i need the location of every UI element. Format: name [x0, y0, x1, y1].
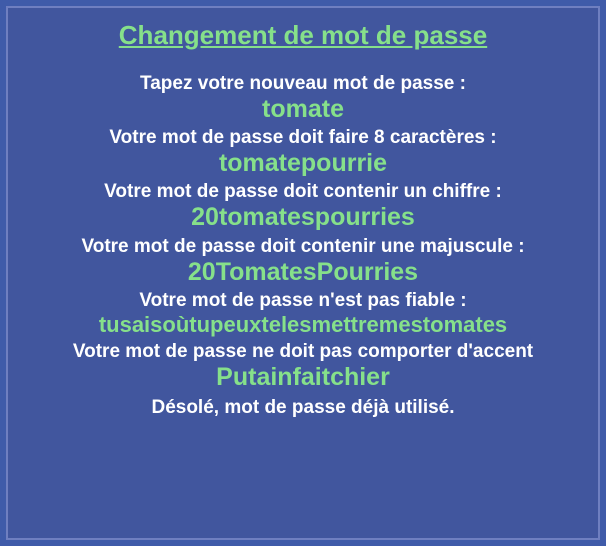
joke-panel [6, 6, 600, 540]
prompt-line-6: Votre mot de passe ne doit pas comporter d'accent [72, 340, 534, 362]
answer-line-3: 20tomatespourries [191, 203, 415, 232]
answer-line-6: Putainfaitchier [216, 362, 390, 391]
prompt-line-2: Votre mot de passe doit faire 8 caractères : [109, 127, 497, 149]
prompt-line-4: Votre mot de passe doit contenir une majuscule : [81, 235, 525, 257]
panel-content [8, 8, 598, 538]
final-message: Désolé, mot de passe déjà utilisé. [151, 396, 455, 418]
answer-line-5: tusaisoùtupeuxtelesmettremestomates [98, 311, 508, 337]
answer-line-1: tomate [262, 94, 344, 123]
prompt-line-1: Tapez votre nouveau mot de passe : [140, 73, 466, 94]
page-title: Changement de mot de passe [118, 20, 488, 50]
prompt-line-3: Votre mot de passe doit contenir un chiffre : [104, 181, 502, 203]
prompt-line-5: Votre mot de passe n'est pas fiable : [139, 289, 467, 311]
answer-line-2: tomatepourrie [218, 149, 388, 178]
answer-line-4: 20TomatesPourries [187, 257, 419, 286]
